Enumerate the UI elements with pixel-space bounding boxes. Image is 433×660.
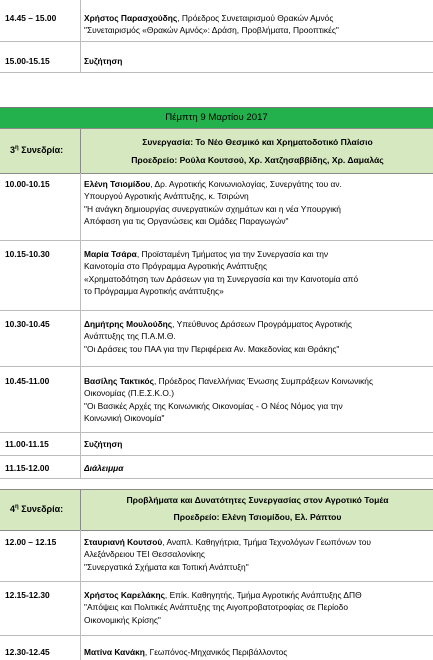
description-text: Οικονομικής Κρίσης" bbox=[84, 614, 161, 625]
description-line bbox=[84, 285, 431, 297]
time-slot: 14.45 – 15.00 bbox=[5, 13, 57, 23]
description-line bbox=[84, 400, 431, 412]
speaker-name: Ελένη Τσιομίδου bbox=[84, 179, 151, 189]
session-header bbox=[0, 489, 433, 531]
time-slot: 12.00 – 12.15 bbox=[5, 537, 57, 547]
description-text: "Οι Δράσεις του ΠΑΑ για την Περιφέρεια Αν. Μακεδονίας και Θράκης" bbox=[84, 343, 340, 354]
time-slot: 12.30-12.45 bbox=[5, 647, 50, 657]
description-text: Κοινωνική Οικονομία" bbox=[84, 413, 165, 424]
description-text: , Γεωπόνος-Μηχανικός Περιβάλλοντος bbox=[144, 647, 288, 657]
session-header bbox=[0, 128, 433, 174]
time-slot: 11.15-12.00 bbox=[5, 463, 50, 473]
description-line bbox=[84, 55, 431, 67]
description-text: Απόφαση για τις Οργανώσεις και Ομάδες Παραγωγών" bbox=[84, 216, 289, 227]
description-text: , Υπεύθυνος Δράσεων Προγράμματος Αγροτικής bbox=[172, 319, 352, 329]
description-text: , Πρόεδρος Πανελλήνιας Ένωσης Συμπράξεων Κοινωνικής bbox=[153, 376, 373, 386]
description-text: "Απόψεις και Πολιτικές Ανάπτυξης της Αιγοπροβατοτροφίας σε Περίοδο bbox=[84, 602, 348, 613]
speaker-name: Συζήτηση bbox=[84, 439, 123, 449]
item-description bbox=[84, 462, 431, 474]
speaker-name: Ματίνα Κανάκη bbox=[84, 647, 145, 657]
description-line bbox=[84, 536, 431, 548]
item-description bbox=[84, 536, 431, 573]
time-slot: 10.30-10.45 bbox=[5, 319, 50, 329]
description-line bbox=[84, 12, 431, 24]
session-title: Προβλήματα και Δυνατότητες Συνεργασίας στον Αγροτικό Τομέα bbox=[126, 495, 389, 505]
column-divider bbox=[80, 449, 81, 478]
speaker-name: Δημήτρης Μουλούδης bbox=[84, 319, 173, 329]
time-slot: 10.15-10.30 bbox=[5, 249, 50, 259]
description-text: το Πρόγραμμα Αγροτικής ανάπτυξης» bbox=[84, 286, 224, 297]
column-divider bbox=[80, 173, 81, 449]
description-line bbox=[84, 646, 431, 658]
session-divider bbox=[80, 129, 81, 173]
description-line bbox=[84, 614, 431, 626]
session-chairs: Προεδρείο: Ελένη Τσιομίδου, Ελ. Ράπτου bbox=[173, 512, 342, 522]
item-description bbox=[84, 438, 431, 450]
row-divider bbox=[0, 478, 433, 479]
description-line bbox=[84, 462, 431, 474]
row-divider bbox=[0, 635, 433, 636]
speaker-name: Χρήστος Παρασχούδης bbox=[84, 13, 178, 23]
row-divider bbox=[0, 240, 433, 241]
description-line bbox=[84, 601, 431, 613]
description-text: Υπουργού Αγροτικής Ανάπτυξης, κ. Τσιρώνη bbox=[84, 191, 249, 202]
time-slot: 10.45-11.00 bbox=[5, 376, 50, 386]
description-text: Αλεξάνδρειου ΤΕΙ Θεσσαλονίκης bbox=[84, 549, 205, 560]
item-description bbox=[84, 12, 431, 37]
description-line bbox=[84, 260, 431, 272]
row-divider bbox=[0, 41, 433, 42]
description-line bbox=[84, 215, 431, 227]
description-line bbox=[84, 548, 431, 560]
description-line bbox=[84, 203, 431, 215]
description-line bbox=[84, 273, 431, 285]
description-text: Ανάπτυξης της Π.Α.Μ.Θ. bbox=[84, 331, 176, 342]
column-divider bbox=[80, 530, 81, 660]
description-line bbox=[84, 330, 431, 342]
speaker-name: Βασίλης Τακτικός bbox=[84, 376, 154, 386]
item-description bbox=[84, 589, 431, 626]
description-text: , Επίκ. Καθηγητής, Τμήμα Αγροτικής Ανάπτυξης ΔΠΘ bbox=[164, 590, 362, 600]
break-label: Διάλειμμα bbox=[84, 463, 124, 473]
session-chairs: Προεδρείο: Ρούλα Κουτσού, Χρ. Χατζησαββίδης, Χρ. Δαμαλάς bbox=[131, 155, 384, 165]
time-slot: 12.15-12.30 bbox=[5, 590, 50, 600]
speaker-name: Σταυριανή Κουτσού bbox=[84, 537, 163, 547]
description-text: , Δρ. Αγροτικής Κοινωνιολογίας, Συνεργάτης του αν. bbox=[150, 179, 342, 189]
description-line bbox=[84, 387, 431, 399]
description-line bbox=[84, 412, 431, 424]
description-line bbox=[84, 318, 431, 330]
row-divider bbox=[0, 366, 433, 367]
session-label: $3^\eta$ Συνεδρία: bbox=[10, 145, 64, 155]
time-slot: 15.00-15.15 bbox=[5, 56, 50, 66]
description-text: Καινοτομία στο Πρόγραμμα Αγροτικής Ανάπτυξης bbox=[84, 261, 267, 272]
description-text: , Πρόεδρος Συνεταιρισμού Θρακών Αμνός bbox=[177, 13, 334, 23]
time-slot: 11.00-11.15 bbox=[5, 439, 49, 449]
time-slot: 10.00-10.15 bbox=[5, 179, 50, 189]
column-divider bbox=[80, 0, 81, 72]
speaker-name: Συζήτηση bbox=[84, 56, 123, 66]
description-text: , Αναπλ. Καθηγήτρια, Τμήμα Τεχνολόγων Γεωπόνων του bbox=[162, 537, 371, 547]
day-header-label: Πέμπτη 9 Μαρτίου 2017 bbox=[165, 112, 268, 123]
description-line bbox=[84, 24, 431, 36]
row-divider bbox=[0, 310, 433, 311]
day-header bbox=[0, 107, 433, 129]
description-text: , Προϊσταμένη Τμήματος για την Συνεργασία και την bbox=[136, 249, 329, 259]
description-text: «Χρηματοδότηση των Δράσεων για τη Συνεργασία και την Καινοτομία από bbox=[84, 273, 359, 284]
session-title: Συνεργασία: Το Νέο Θεσμικό και Χρηματοδοτικό Πλαίσιο bbox=[142, 137, 373, 147]
description-text: Οικονομίας (Π.Ε.Σ.Κ.Ο.) bbox=[84, 388, 174, 399]
description-line bbox=[84, 438, 431, 450]
row-divider bbox=[0, 72, 433, 73]
description-text: "Οι Βασικές Αρχές της Κοινωνικής Οικονομίας - Ο Νέος Νόμος για την bbox=[84, 400, 343, 411]
row-divider bbox=[0, 455, 433, 456]
row-divider bbox=[0, 432, 433, 433]
item-description bbox=[84, 178, 431, 228]
speaker-name: Χρήστος Καρελάκης bbox=[84, 590, 165, 600]
speaker-name: Μαρία Τσάρα bbox=[84, 249, 137, 259]
description-line bbox=[84, 178, 431, 190]
session-divider bbox=[80, 490, 81, 530]
item-description bbox=[84, 646, 431, 658]
description-line bbox=[84, 343, 431, 355]
item-description bbox=[84, 375, 431, 425]
item-description bbox=[84, 318, 431, 355]
description-text: "Συνεργατικά Σχήματα και Τοπική Ανάπτυξη" bbox=[84, 561, 249, 572]
session-label: $4^\eta$ Συνεδρία: bbox=[10, 504, 64, 514]
description-line bbox=[84, 375, 431, 387]
description-line bbox=[84, 589, 431, 601]
item-description bbox=[84, 55, 431, 67]
description-text: "Η ανάγκη δημιουργίας συνεργατικών σχημάτων και η νέα Υπουργική bbox=[84, 203, 341, 214]
row-divider bbox=[0, 581, 433, 582]
description-line bbox=[84, 190, 431, 202]
description-line bbox=[84, 248, 431, 260]
item-description bbox=[84, 248, 431, 298]
description-line bbox=[84, 561, 431, 573]
description-text: "Συνεταιρισμός «Θρακών Αμνός»: Δράση, Προβλήματα, Προοπτικές" bbox=[84, 25, 339, 36]
